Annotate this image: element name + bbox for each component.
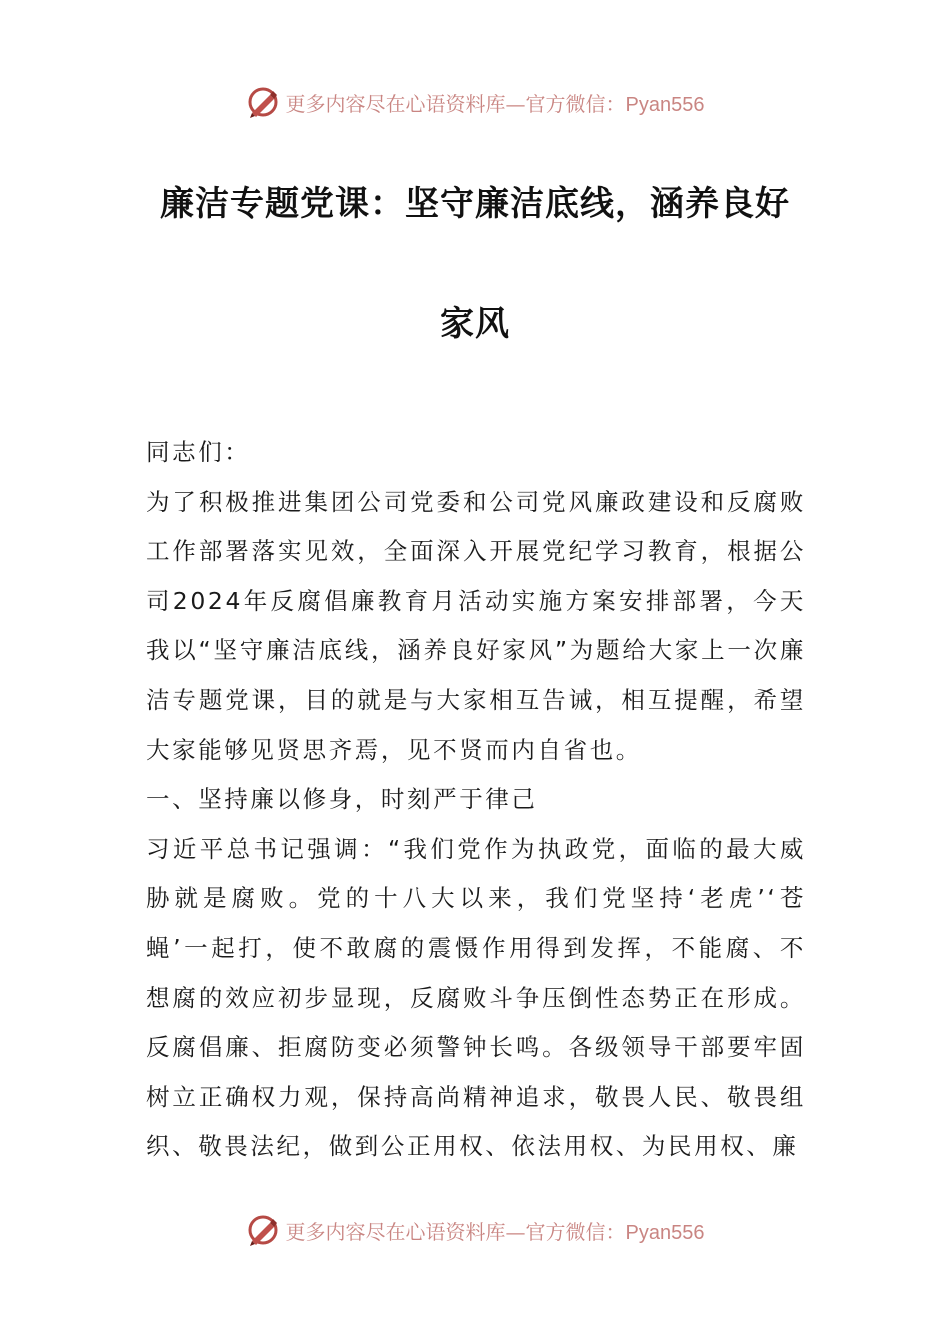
document-body xyxy=(146,428,806,1172)
banner-wechat-id: Pyan556 xyxy=(625,1221,705,1244)
banner-site-text: 更多内容尽在心语资料库 xyxy=(285,91,506,116)
document-title-line-1: 廉洁专题党课：坚守廉洁底线，涵养良好 xyxy=(160,184,790,224)
header-banner xyxy=(0,82,950,122)
banner-separator: — xyxy=(505,1219,526,1244)
banner-separator: — xyxy=(505,91,526,116)
banner-wechat-id: Pyan556 xyxy=(625,93,705,116)
document-title-line-2: 家风 xyxy=(440,304,510,344)
banner-wechat-label: 官方微信： xyxy=(525,1219,626,1244)
footer-banner xyxy=(0,1210,950,1250)
banner-text xyxy=(286,1216,705,1245)
section-heading-1: 一、坚持廉以修身，时刻严于律己 xyxy=(146,785,538,814)
paragraph-intro: 为了积极推进集团公司党委和公司党风廉政建设和反腐败工作部署落实见效，全面深入开展党纪学习教育，根据公司2024年反腐倡廉教育月活动实施方案安排部署，今天我以“坚守廉洁底线，涵养良好家风”为题给大家上一次廉洁专题党课，目的就是与大家相互告诫，相互提醒，希望大家能够见贤思齐焉，见不贤而内自省也。 xyxy=(146,487,806,764)
banner-wechat-label: 官方微信： xyxy=(525,91,626,116)
pen-logo-icon xyxy=(246,1213,280,1247)
banner-text xyxy=(286,88,705,117)
banner-site-text: 更多内容尽在心语资料库 xyxy=(285,1219,506,1244)
salutation: 同志们： xyxy=(146,438,251,466)
pen-logo-icon xyxy=(246,85,280,119)
paragraph-section-1: 习近平总书记强调：“我们党作为执政党，面临的最大威胁就是腐败。党的十八大以来，我们党坚持‘老虎’‘苍蝇’一起打，使不敢腐的震慑作用得到发挥，不能腐、不想腐的效应初步显现，反腐败斗争压倒性态势正在形成。反腐倡廉、拒腐防变必须警钟长鸣。各级领导干部要牢固树立正确权力观，保持高尚精神追求，敬畏人民、敬畏组织、敬畏法纪，做到公正用权、依法用权、为民用权、廉 xyxy=(146,834,806,1161)
